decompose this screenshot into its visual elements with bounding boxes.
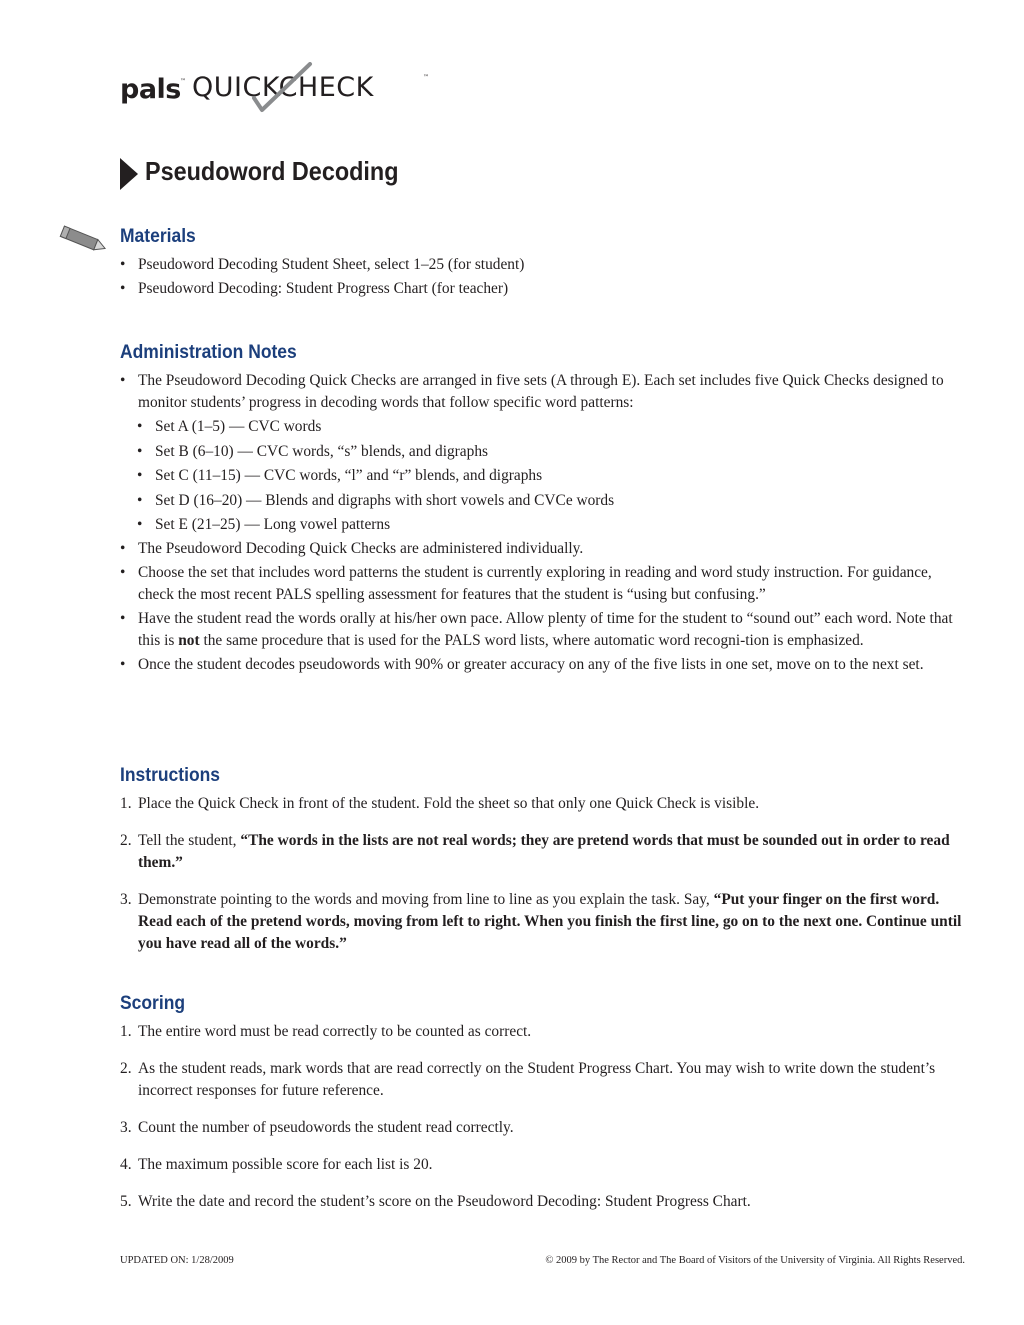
bullet: • <box>120 256 126 273</box>
list-item <box>120 1058 970 1102</box>
logo-tm: ™ <box>180 78 186 85</box>
list-item-text: Place the Quick Check in front of the student. Fold the sheet so that only one Quick Check is visible. <box>138 795 760 812</box>
updated-date: UPDATED ON: 1/28/2009 <box>120 1255 234 1266</box>
list-item-text: Tell the student, <box>138 832 241 849</box>
list-item <box>120 562 970 606</box>
bullet: • <box>137 491 143 509</box>
list-item <box>120 793 970 815</box>
set-text: Set D (16–20) — Blends and digraphs with short vowels and CVCe words <box>155 491 615 509</box>
logo-quick: QUICK <box>192 72 279 103</box>
list-item <box>120 370 970 414</box>
emphasis-not: not <box>178 631 200 649</box>
bullet: • <box>120 655 126 673</box>
list-item <box>120 538 970 560</box>
item-number: 2. <box>120 832 132 849</box>
set-text: Set E (21–25) — Long vowel patterns <box>155 516 391 533</box>
item-number: 1. <box>120 795 132 812</box>
instructions-heading: Instructions <box>120 765 221 786</box>
pals-quick-check-logo <box>120 62 440 112</box>
list-item <box>120 1191 970 1213</box>
list-item-text: Demonstrate pointing to the words and moving from line to line as you explain the task. Say, <box>138 891 714 908</box>
logo-check: CHECK <box>278 72 374 103</box>
list-item-text: The Pseudoword Decoding Quick Checks are arranged in five sets (A through E). Each set includes five Quick Checks designed to monitor students’ progress in decoding words that follow specific word patterns: <box>138 372 944 411</box>
set-item <box>120 415 970 440</box>
list-item-text: Have the student read the words orally at his/her own pace. Allow plenty of time for the student to “sound out” each word. Note that this is <box>138 609 953 649</box>
set-item <box>120 464 970 489</box>
administration-notes-section <box>120 342 970 678</box>
list-item <box>120 1154 970 1176</box>
list-item <box>120 1021 970 1043</box>
instructions-section <box>120 765 970 970</box>
item-number: 1. <box>120 1023 132 1040</box>
item-number: 2. <box>120 1060 132 1077</box>
materials-heading: Materials <box>120 226 196 247</box>
checkmark-icon <box>240 62 330 117</box>
list-item-text: the same procedure that is used for the PALS word lists, where automatic word recogni-tion is emphasized. <box>199 631 864 649</box>
list-item-text: Pseudoword Decoding Student Sheet, select 1–25 (for student) <box>138 256 525 273</box>
list-item-text: The entire word must be read correctly to be counted as correct. <box>138 1023 532 1040</box>
list-item <box>120 608 970 652</box>
item-number: 4. <box>120 1156 132 1173</box>
bullet: • <box>120 539 126 557</box>
pencil-icon <box>58 224 108 254</box>
quote-text: “The words in the lists are not real words; they are pretend words that must be sounded out in order to read them.” <box>138 832 950 871</box>
list-item <box>120 654 970 676</box>
list-item-text: The maximum possible score for each list is 20. <box>138 1156 433 1173</box>
bullet: • <box>137 467 143 484</box>
list-item-text: The Pseudoword Decoding Quick Checks are administered individually. <box>138 539 584 557</box>
bullet: • <box>137 418 143 435</box>
set-text: Set C (11–15) — CVC words, “l” and “r” blends, and digraphs <box>155 467 543 484</box>
list-item-text: Count the number of pseudowords the student read correctly. <box>138 1119 514 1136</box>
list-item <box>120 254 970 276</box>
scoring-heading: Scoring <box>120 993 186 1014</box>
set-item <box>120 513 970 538</box>
materials-list <box>120 254 970 300</box>
quote-text: “Put your finger on the first word. Read each of the pretend words, moving from left to right. When you finish the first line, go on to the next one. Continue until you have read all of the words.” <box>138 891 962 952</box>
logo-pals: pals <box>120 74 181 105</box>
set-text: Set A (1–5) — CVC words <box>155 418 322 435</box>
bullet: • <box>120 609 126 627</box>
bullet: • <box>137 442 143 460</box>
set-item <box>120 440 970 465</box>
administration-notes-heading: Administration Notes <box>120 342 297 363</box>
scoring-section <box>120 993 970 1228</box>
item-number: 3. <box>120 891 132 908</box>
scoring-list <box>120 1021 970 1213</box>
bullet: • <box>120 563 126 581</box>
bullet: • <box>120 372 126 389</box>
item-number: 5. <box>120 1193 132 1210</box>
title-text: Pseudoword Decoding <box>145 156 399 186</box>
item-number: 3. <box>120 1119 132 1136</box>
set-text: Set B (6–10) — CVC words, “s” blends, and digraphs <box>155 442 489 460</box>
list-item <box>120 889 970 955</box>
list-item-text: Write the date and record the student’s score on the Pseudoword Decoding: Student Progress Chart. <box>138 1193 751 1210</box>
set-item <box>120 489 970 514</box>
list-item-text: Choose the set that includes word patterns the student is currently exploring in reading and word study instruction. For guidance, check the most recent PALS spelling assessment for features that the student is “using but confusing.” <box>138 563 932 603</box>
bullet: • <box>137 516 143 533</box>
logo-tm-2: ™ <box>423 74 429 81</box>
administration-notes-list <box>120 370 970 676</box>
copyright-notice: © 2009 by The Rector and The Board of Visitors of the University of Virginia. All Rights Reserved. <box>545 1255 965 1266</box>
arrow-right-icon <box>120 158 138 190</box>
bullet: • <box>120 280 126 297</box>
list-item <box>120 1117 970 1139</box>
instructions-list <box>120 793 970 955</box>
list-item <box>120 830 970 874</box>
list-item <box>120 278 970 300</box>
list-item-text: Pseudoword Decoding: Student Progress Chart (for teacher) <box>138 280 509 297</box>
list-item-text: Once the student decodes pseudowords with 90% or greater accuracy on any of the five lists in one set, move on to the next set. <box>138 655 924 673</box>
materials-section <box>120 226 970 302</box>
list-item-text: As the student reads, mark words that are read correctly on the Student Progress Chart. You may wish to write down the student’s incorrect responses for future reference. <box>138 1060 936 1099</box>
